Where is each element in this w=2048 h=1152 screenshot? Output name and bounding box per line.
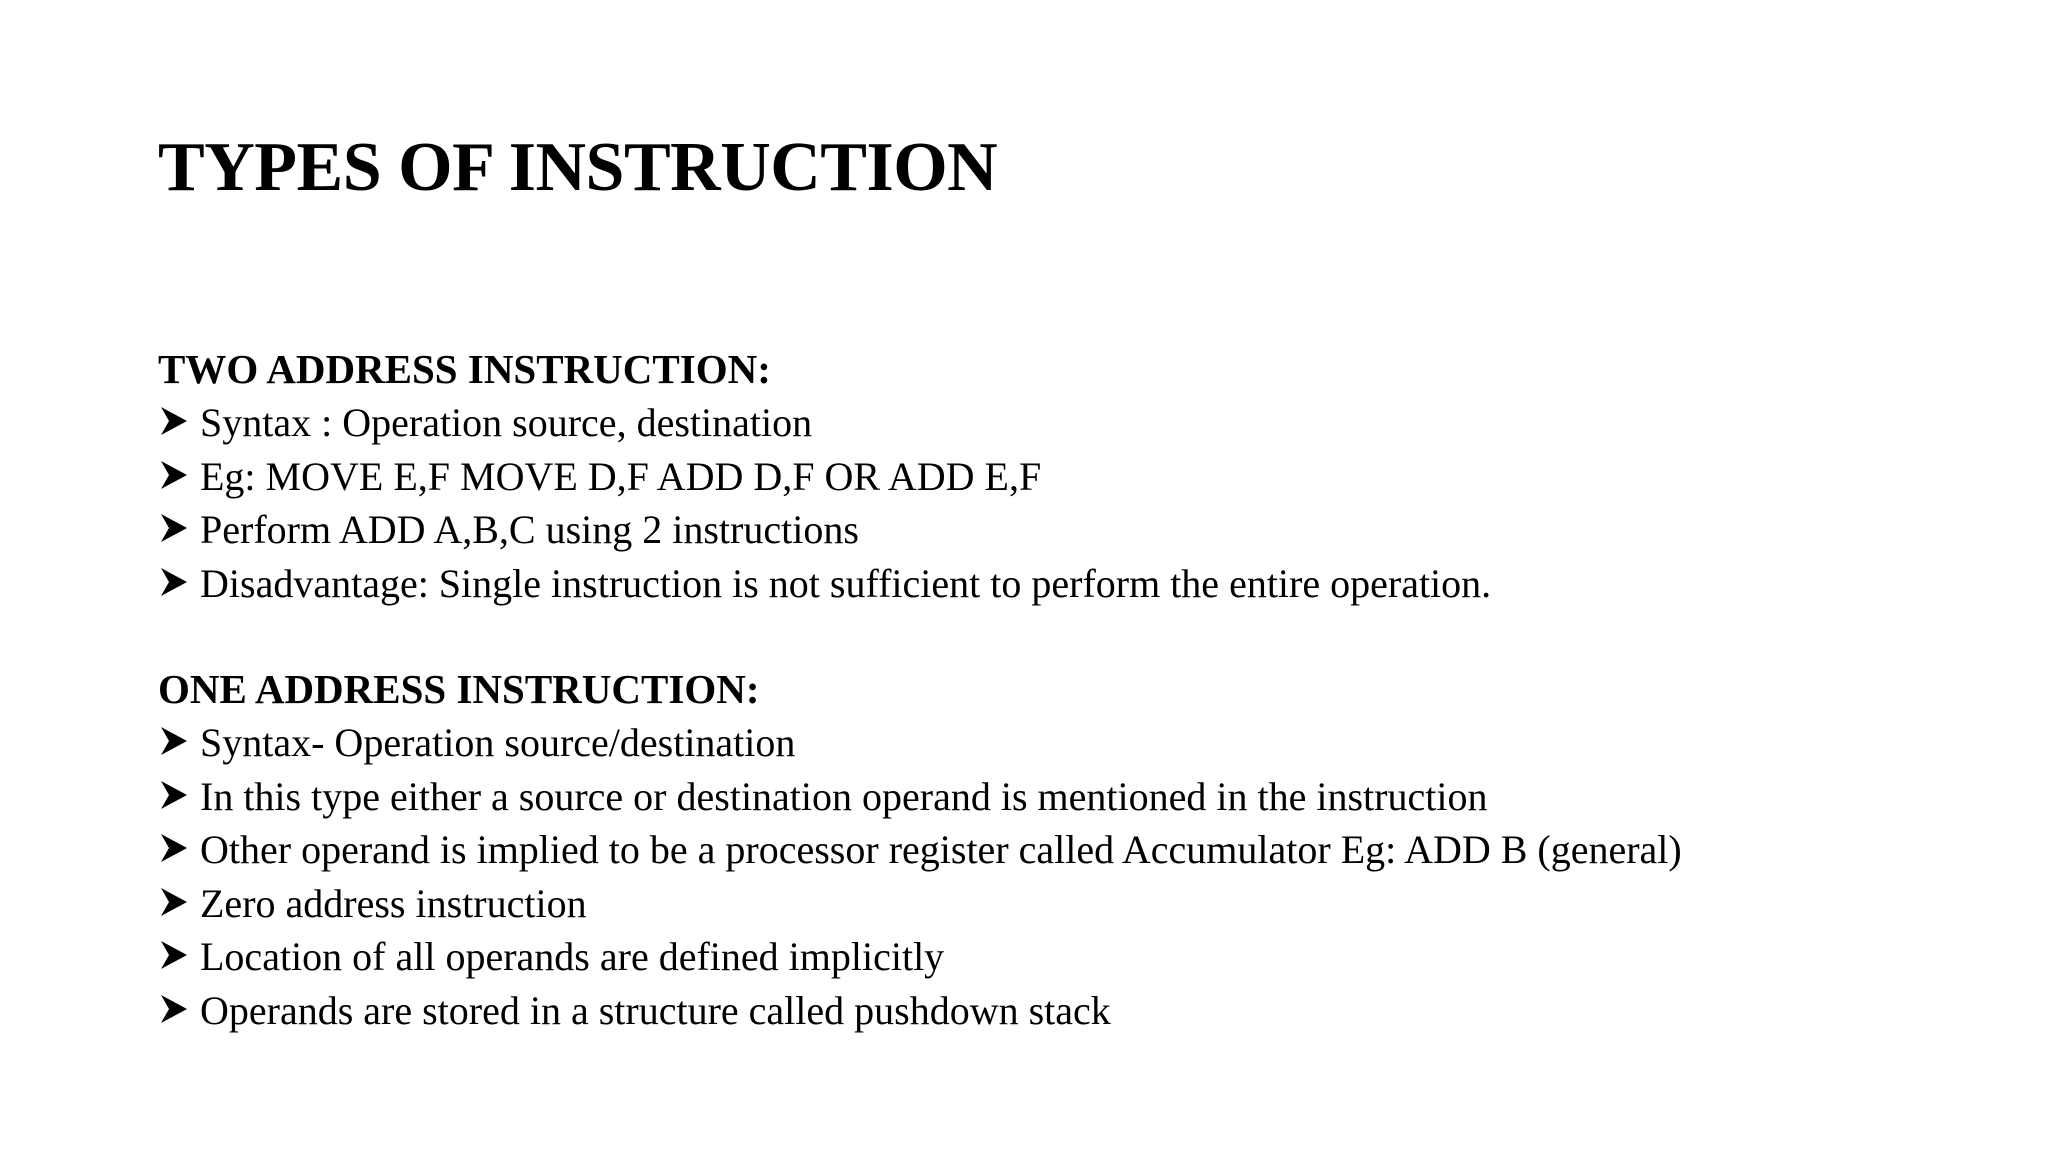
bullet-text: Other operand is implied to be a processor register called Accumulator Eg: ADD B (general) <box>200 827 1682 872</box>
section-two-address <box>158 342 1491 610</box>
arrowhead-bullet-icon <box>158 770 200 824</box>
list-item <box>158 984 1682 1038</box>
arrowhead-bullet-icon <box>158 396 200 450</box>
bullet-text: In this type either a source or destination operand is mentioned in the instruction <box>200 773 1488 819</box>
list-item <box>158 450 1491 504</box>
list-item <box>158 823 1682 877</box>
arrowhead-bullet-icon <box>158 877 200 931</box>
arrowhead-bullet-icon <box>158 984 200 1038</box>
list-item <box>158 770 1682 824</box>
arrowhead-bullet-icon <box>158 557 200 611</box>
list-item <box>158 930 1682 984</box>
arrowhead-bullet-icon <box>158 503 200 557</box>
bullet-list <box>158 716 1682 1037</box>
arrowhead-bullet-icon <box>158 450 200 504</box>
bullet-text: Disadvantage: Single instruction is not sufficient to perform the entire operation. <box>200 560 1492 606</box>
slide-title: TYPES OF INSTRUCTION <box>158 129 998 206</box>
bullet-text: Zero address instruction <box>200 880 587 926</box>
section-heading: ONE ADDRESS INSTRUCTION: <box>158 666 760 712</box>
list-item <box>158 557 1491 611</box>
arrowhead-bullet-icon <box>158 930 200 984</box>
arrowhead-bullet-icon <box>158 716 200 770</box>
bullet-text: Location of all operands are defined implicitly <box>200 934 945 979</box>
section-one-address <box>158 662 1682 1037</box>
list-item <box>158 396 1491 450</box>
bullet-list <box>158 396 1491 610</box>
list-item <box>158 716 1682 770</box>
bullet-text: Operands are stored in a structure called pushdown stack <box>200 987 1111 1033</box>
list-item <box>158 503 1491 557</box>
bullet-text: Perform ADD A,B,C using 2 instructions <box>200 507 859 552</box>
bullet-text: Eg: MOVE E,F MOVE D,F ADD D,F OR ADD E,F <box>200 453 1042 499</box>
section-heading: TWO ADDRESS INSTRUCTION: <box>158 346 771 392</box>
bullet-text: Syntax- Operation source/destination <box>200 720 796 765</box>
bullet-text: Syntax : Operation source, destination <box>200 400 813 445</box>
list-item <box>158 877 1682 931</box>
arrowhead-bullet-icon <box>158 823 200 877</box>
